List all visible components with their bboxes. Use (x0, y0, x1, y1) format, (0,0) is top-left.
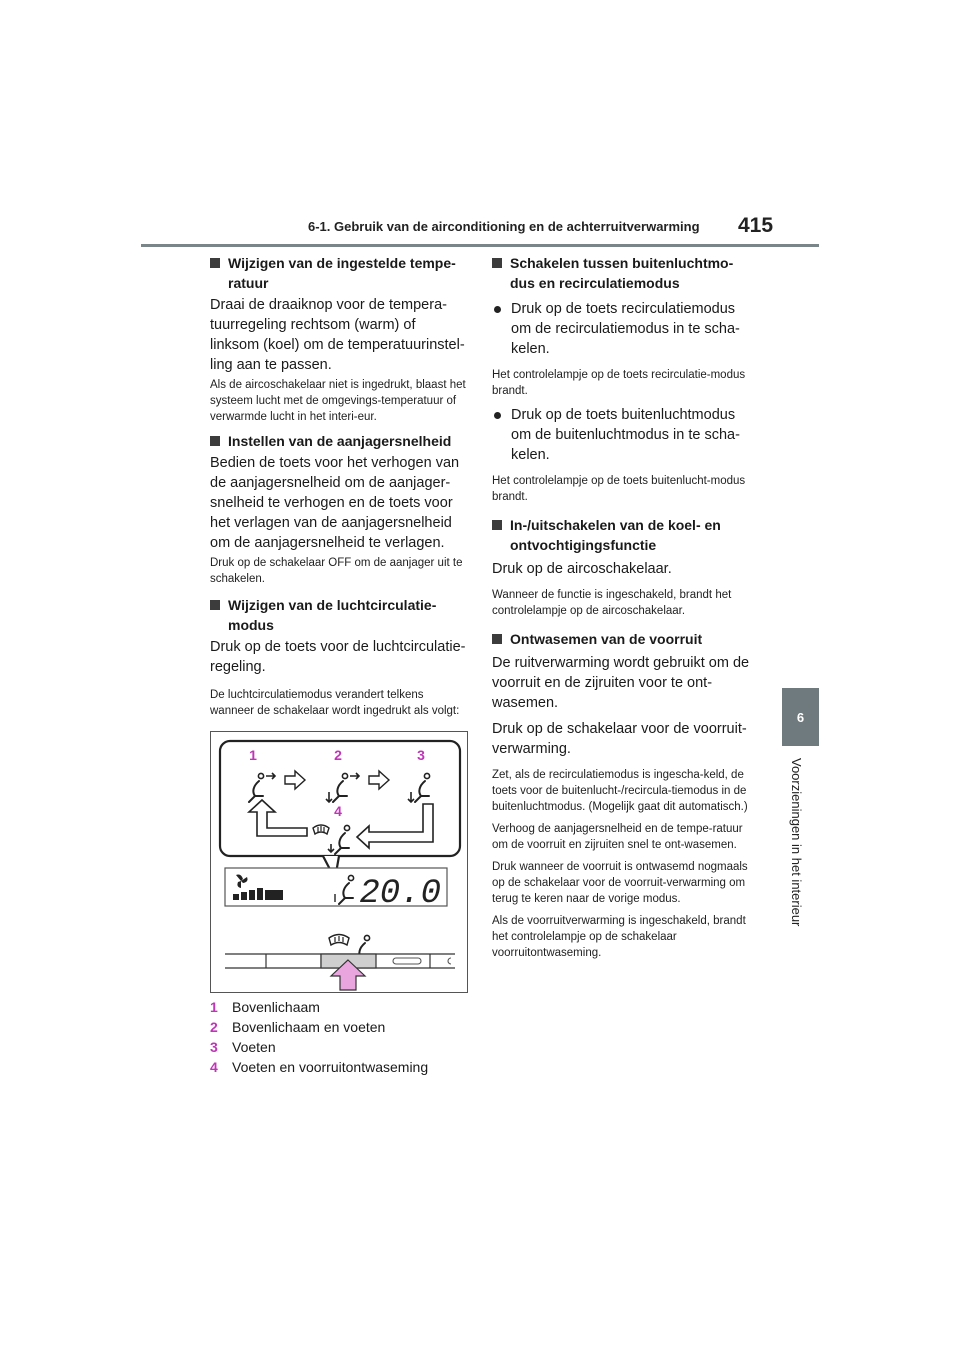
paragraph: Druk op de aircoschakelaar. (492, 561, 672, 577)
square-bullet-icon (492, 258, 502, 268)
square-bullet-icon (492, 520, 502, 530)
airflow-mode-figure (210, 731, 468, 993)
header-rule (141, 244, 819, 247)
square-bullet-icon (210, 600, 220, 610)
section-heading-temperature: Wijzigen van de ingestelde tempe-ratuur (210, 253, 468, 293)
chapter-tab[interactable]: 6 (782, 688, 819, 746)
section-heading-cooling: In-/uitschakelen van de koel- en ontvochtigingsfunctie (492, 515, 750, 555)
round-bullet-icon (494, 306, 501, 313)
airflow-mode-diagram (211, 732, 468, 993)
note: Als de voorruitverwarming is ingeschakeld, brandt het controlelampje op de schakelaar voorruitontwaseming. (492, 915, 746, 959)
bullet-item: Druk op de toets recirculatiemodus om de recirculatiemodus in te scha-kelen. (492, 299, 750, 359)
section-heading-recirculation: Schakelen tussen buitenluchtmo-dus en recirculatiemodus (492, 253, 750, 293)
note: Verhoog de aanjagersnelheid en de tempe-ratuur om de voorruit en zijruiten snel te ont-wasemen. (492, 823, 743, 851)
note: Druk op de schakelaar OFF om de aanjager uit te schakelen. (210, 557, 463, 585)
legend-item: 1 Bovenlichaam (210, 999, 320, 1015)
header-title: 6-1. Gebruik van de airconditioning en de achterruitverwarming (308, 219, 700, 234)
square-bullet-icon (210, 436, 220, 446)
note: Zet, als de recirculatiemodus is ingescha-keld, de toets voor de buitenlucht-/recircula-tiemodus in de buitenluchtmodus. (Mogelijk gaat dit automatisch.) (492, 769, 748, 813)
note: Wanneer de functie is ingeschakeld, brandt het controlelampje op de aircoschakelaar. (492, 589, 732, 617)
mode-label-4: 4 (334, 803, 342, 819)
page-number: 415 (738, 214, 774, 237)
note: Als de aircoschakelaar niet is ingedrukt, blaast het systeem lucht met de omgevings-temperatuur of verwarmde lucht in het interi-eur. (210, 379, 466, 423)
paragraph: Druk op de schakelaar voor de voorruit-verwarming. (492, 721, 747, 757)
paragraph: Druk op de toets voor de luchtcirculatie-regeling. (210, 639, 466, 675)
bullet-item: Druk op de toets buitenluchtmodus om de buitenluchtmodus in te scha-kelen. (492, 405, 750, 465)
note: Het controlelampje op de toets buitenlucht-modus brandt. (492, 475, 746, 503)
round-bullet-icon (494, 412, 501, 419)
note: Druk wanneer de voorruit is ontwasemd nogmaals op de schakelaar voor de voorruit-verwarming om terug te keren naar de vorige modus. (492, 861, 748, 905)
left-column (210, 253, 468, 1077)
square-bullet-icon (210, 258, 220, 268)
section-heading-fan-speed: Instellen van de aanjagersnelheid (210, 431, 468, 451)
mode-label-1: 1 (249, 747, 257, 763)
section-heading-airflow-mode: Wijzigen van de luchtcirculatie-modus (210, 595, 468, 635)
paragraph: Draai de draaiknop voor de tempera-tuurregeling rechtsom (warm) of linksom (koel) om de temperatuurinstel-ling aan te passen. (210, 297, 465, 373)
note: Het controlelampje op de toets recirculatie-modus brandt. (492, 369, 746, 397)
paragraph: De ruitverwarming wordt gebruikt om de voorruit en de zijruiten voor te ont-wasemen. (492, 655, 750, 711)
temperature-display: 20.0 (359, 875, 441, 913)
legend-item: 3 Voeten (210, 1039, 276, 1055)
legend-item: 4 Voeten en voorruitontwaseming (210, 1059, 429, 1075)
mode-label-2: 2 (334, 747, 342, 763)
legend-item: 2 Bovenlichaam en voeten (210, 1019, 386, 1035)
paragraph: Bedien de toets voor het verhogen van de aanjagersnelheid om de aanjager-snelheid te verhogen en de toets voor het verlagen van de aanjagersnelheid om de aanjagersnelheid te verlagen. (210, 455, 460, 551)
mode-label-3: 3 (417, 747, 425, 763)
figure-legend (210, 997, 468, 1077)
square-bullet-icon (492, 634, 502, 644)
section-heading-defrost: Ontwasemen van de voorruit (492, 629, 750, 649)
chapter-label: Voorzieningen in het interieur (789, 758, 804, 927)
note: De luchtcirculatiemodus verandert telkens wanneer de schakelaar wordt ingedrukt als volgt: (210, 689, 460, 717)
right-column (492, 253, 750, 967)
